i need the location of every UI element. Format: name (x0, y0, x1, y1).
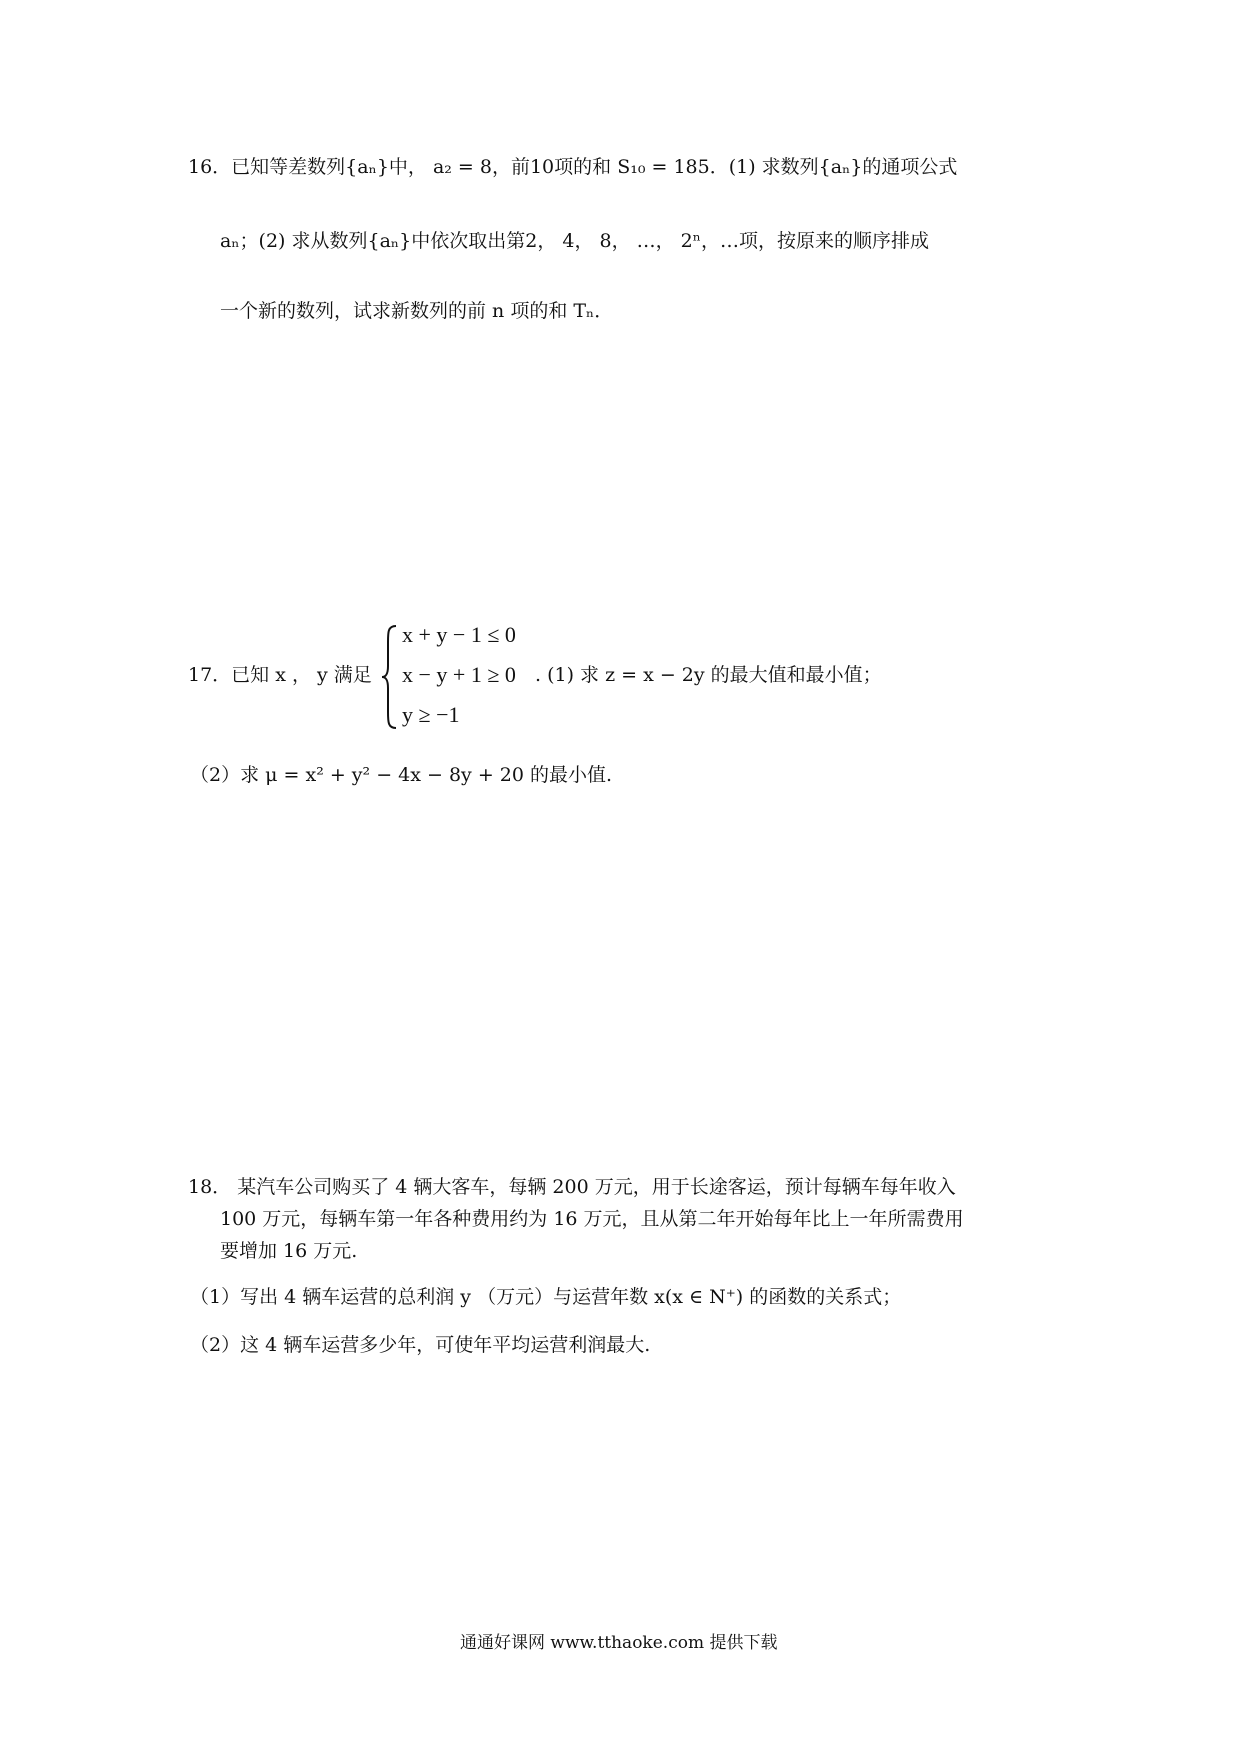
constraint-2: x − y + 1 ≥ 0 (402, 662, 516, 687)
constraint-3: y ≥ −1 (402, 702, 460, 727)
problem-16-line-3: 一个新的数列，试求新数列的前 n 项的和 Tₙ． (220, 300, 614, 322)
problem-17-part-2: （2）求 μ = x² + y² − 4x − 8y + 20 的最小值. (190, 764, 613, 786)
problem-18-line-3: 要增加 16 万元. (220, 1240, 358, 1262)
left-brace-icon (380, 622, 400, 732)
constraint-system (380, 622, 540, 732)
problem-16-line-2: aₙ；(2) 求从数列{aₙ}中依次取出第2， 4， 8， …， 2ⁿ，…项，按原来的顺序排成 (220, 230, 929, 252)
problem-18-line-2: 100 万元，每辆车第一年各种费用约为 16 万元，且从第二年开始每年比上一年所需费用 (220, 1208, 964, 1230)
constraint-1: x + y − 1 ≤ 0 (402, 622, 516, 647)
problem-17-lead: 17．已知 x ， y 满足 (188, 664, 372, 686)
problem-18-part-1: （1）写出 4 辆车运营的总利润 y （万元）与运营年数 x(x ∈ N⁺) 的函数的关系式； (190, 1286, 902, 1308)
footer-credit: 通通好课网 www.tthaoke.com 提供下载 (460, 1633, 778, 1653)
problem-18-line-1: 18． 某汽车公司购买了 4 辆大客车，每辆 200 万元，用于长途客运，预计每辆车每年收入 (188, 1176, 956, 1198)
problem-17-tail: . (1) 求 z = x − 2y 的最大值和最小值； (535, 664, 882, 686)
problem-16-line-1: 16．已知等差数列{aₙ}中， a₂ = 8，前10项的和 S₁₀ = 185．(1) 求数列{aₙ}的通项公式 (188, 156, 958, 178)
problem-18-part-2: （2）这 4 辆车运营多少年，可使年平均运营利润最大. (190, 1334, 651, 1356)
